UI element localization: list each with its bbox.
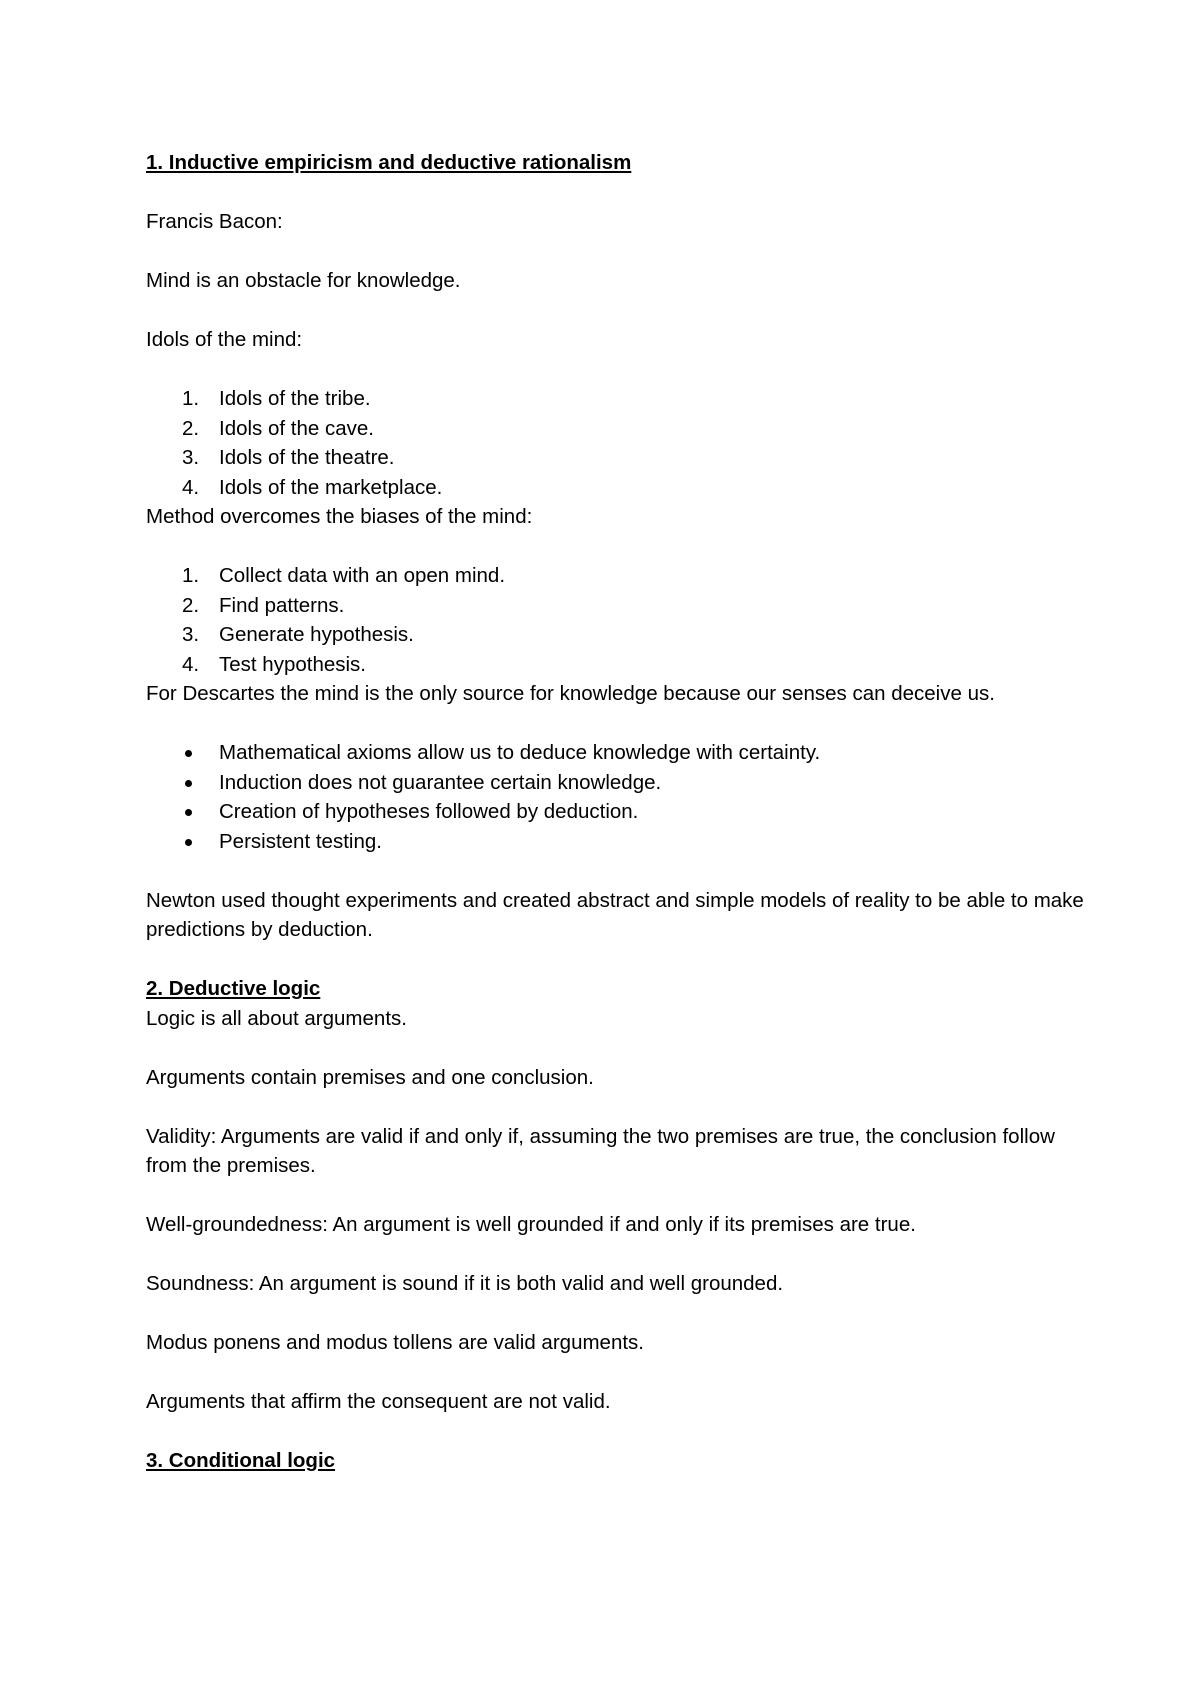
method-steps-list	[146, 561, 1086, 679]
list-item-text: Find patterns.	[219, 593, 345, 617]
section-1-heading: 1. Inductive empiricism and deductive rationalism	[146, 151, 632, 174]
idols-list	[146, 384, 1086, 502]
list-item	[146, 414, 1086, 444]
list-number: 1.	[182, 564, 200, 587]
bullet-icon	[185, 809, 192, 816]
list-item-text: Generate hypothesis.	[219, 623, 414, 646]
arguments-statement: Arguments contain premises and one conclusion.	[146, 1065, 594, 1089]
list-number: 2.	[182, 416, 200, 440]
list-item	[146, 827, 1086, 857]
list-item	[146, 738, 1086, 768]
well-groundedness-definition: Well-groundedness: An argument is well grounded if and only if its premises are true.	[146, 1213, 916, 1236]
list-item-text: Creation of hypotheses followed by deduction.	[219, 800, 639, 823]
logic-intro: Logic is all about arguments.	[146, 1006, 407, 1030]
list-item-text: Persistent testing.	[219, 829, 382, 853]
list-item	[146, 620, 1086, 650]
list-item-text: Test hypothesis.	[219, 652, 366, 676]
list-item	[146, 591, 1086, 621]
list-number: 1.	[182, 387, 200, 410]
affirm-consequent-statement: Arguments that affirm the consequent are not valid.	[146, 1390, 611, 1413]
list-item	[146, 384, 1086, 414]
bullet-icon	[185, 780, 192, 787]
method-intro: Method overcomes the biases of the mind:	[146, 505, 533, 528]
soundness-definition: Soundness: An argument is sound if it is both valid and well grounded.	[146, 1272, 784, 1295]
idols-intro: Idols of the mind:	[146, 328, 303, 351]
list-item-text: Mathematical axioms allow us to deduce knowledge with certainty.	[219, 741, 821, 764]
bacon-label: Francis Bacon:	[146, 210, 283, 233]
list-item-text: Idols of the tribe.	[219, 387, 371, 410]
bullet-icon	[185, 750, 192, 757]
section-3-heading: 3. Conditional logic	[146, 1449, 336, 1472]
list-number: 2.	[182, 593, 200, 617]
list-number: 4.	[182, 652, 200, 676]
list-item	[146, 561, 1086, 591]
list-item	[146, 768, 1086, 798]
list-number: 3.	[182, 623, 200, 646]
list-number: 4.	[182, 475, 200, 499]
mind-statement: Mind is an obstacle for knowledge.	[146, 269, 461, 292]
bullet-icon	[185, 839, 192, 846]
list-item	[146, 473, 1086, 503]
descartes-points-list	[146, 738, 1086, 856]
list-item-text: Collect data with an open mind.	[219, 564, 506, 587]
list-item	[146, 797, 1086, 827]
modus-statement: Modus ponens and modus tollens are valid arguments.	[146, 1331, 644, 1354]
section-2-heading: 2. Deductive logic	[146, 977, 321, 1000]
list-item	[146, 650, 1086, 680]
descartes-statement: For Descartes the mind is the only source for knowledge because our senses can deceive us.	[146, 682, 995, 705]
list-item-text: Idols of the marketplace.	[219, 475, 443, 499]
list-item-text: Idols of the cave.	[219, 416, 374, 440]
document-body	[146, 148, 1086, 1505]
list-number: 3.	[182, 446, 200, 469]
list-item-text: Idols of the theatre.	[219, 446, 395, 469]
newton-statement: Newton used thought experiments and created abstract and simple models of reality to be able to make predictions by deduction.	[146, 888, 1084, 941]
list-item-text: Induction does not guarantee certain knowledge.	[219, 770, 662, 794]
list-item	[146, 443, 1086, 473]
validity-definition: Validity: Arguments are valid if and only if, assuming the two premises are true, the conclusion follow from the premises.	[146, 1124, 1055, 1177]
